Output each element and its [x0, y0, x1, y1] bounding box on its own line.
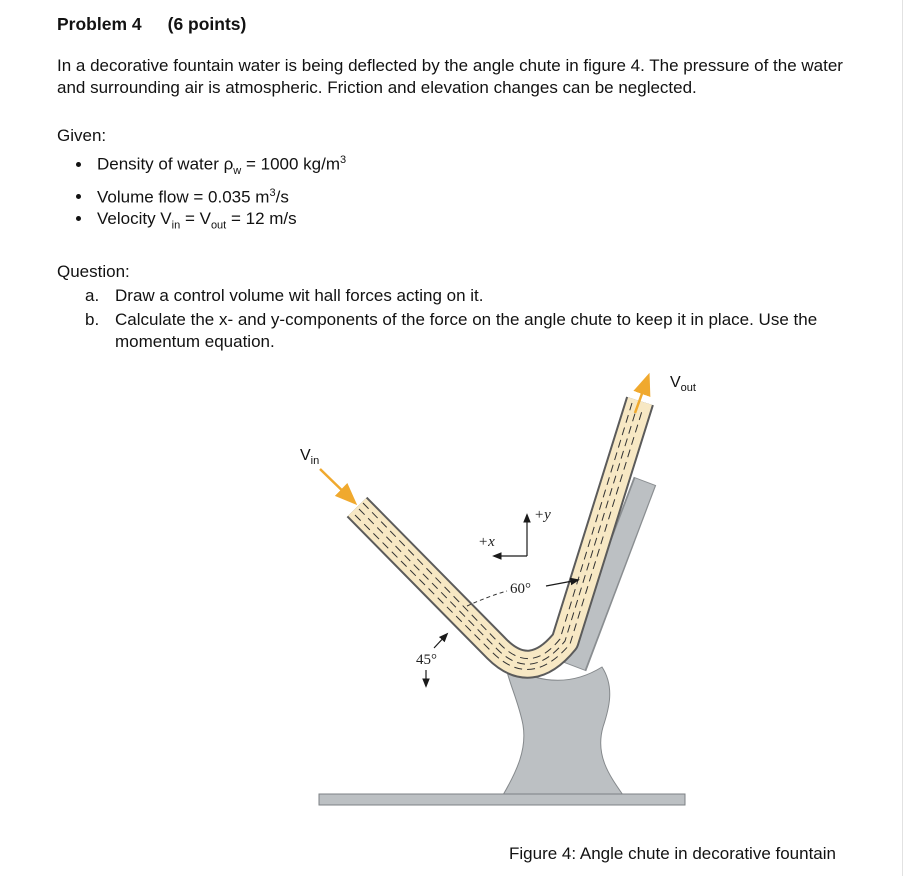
- angle-60-leader: [467, 591, 507, 606]
- v-in-label-main: V: [300, 446, 311, 464]
- given-item-velocity-mid: = V: [180, 208, 211, 228]
- given-item-density: [93, 150, 902, 183]
- pedestal-shape: [503, 664, 623, 795]
- subscript-out: out: [210, 219, 227, 232]
- v-in-label: [300, 447, 319, 467]
- given-item-density-text: Density of water ρ: [97, 154, 234, 174]
- intro-paragraph: In a decorative fountain water is being deflected by the angle chute in figure 4. The pressure of the water and surrounding air is atmospheric. Friction and elevation changes can be neglected.: [57, 56, 843, 97]
- v-out-label-main: V: [670, 373, 681, 391]
- problem-number: Problem 4: [57, 14, 142, 34]
- given-item-velocity: [93, 208, 902, 237]
- given-item-volume-flow-unit: /s: [275, 187, 289, 207]
- question-label: Question:: [57, 261, 130, 281]
- given-item-volume-flow: [93, 183, 902, 208]
- angle-45-arrow-up: [434, 634, 447, 648]
- axis-x-label: +x: [478, 533, 495, 550]
- given-item-velocity-value: = 12 m/s: [226, 208, 297, 228]
- v-out-label-sub: out: [680, 381, 696, 394]
- figure-drawing: [57, 359, 903, 819]
- inlet-flow-arrow: [320, 469, 354, 502]
- given-label: Given:: [57, 126, 107, 145]
- given-item-volume-flow-text: Volume flow = 0.035 m: [97, 187, 270, 207]
- axis-y-label: +y: [534, 506, 551, 523]
- superscript-3: 3: [269, 186, 276, 199]
- question-item-b: [57, 309, 902, 353]
- question-item-a: [57, 285, 902, 307]
- subscript-in: in: [171, 219, 181, 232]
- superscript-3: 3: [340, 154, 347, 166]
- problem-title: [57, 13, 902, 35]
- given-list: [57, 150, 902, 237]
- given-item-density-value: = 1000 kg/m: [241, 154, 340, 174]
- subscript-w: w: [233, 165, 242, 178]
- figure-caption: Figure 4: Angle chute in decorative fountain: [509, 843, 836, 863]
- base-plate: [319, 794, 685, 805]
- question-item-b-text: Calculate the x- and y-components of the force on the angle chute to keep it in place. Use the momentum equation.: [115, 309, 818, 351]
- question-item-a-marker: a.: [85, 285, 100, 305]
- problem-points: (6 points): [167, 14, 247, 34]
- figure-angle-chute: [57, 359, 902, 819]
- given-item-velocity-text: Velocity V: [97, 208, 172, 228]
- question-item-b-marker: b.: [85, 309, 100, 329]
- v-in-label-sub: in: [310, 454, 320, 467]
- angle-60-label: 60°: [510, 580, 531, 597]
- question-item-a-text: Draw a control volume wit hall forces acting on it.: [115, 285, 484, 305]
- angle-45-label: 45°: [416, 651, 437, 668]
- v-out-label: [670, 374, 696, 394]
